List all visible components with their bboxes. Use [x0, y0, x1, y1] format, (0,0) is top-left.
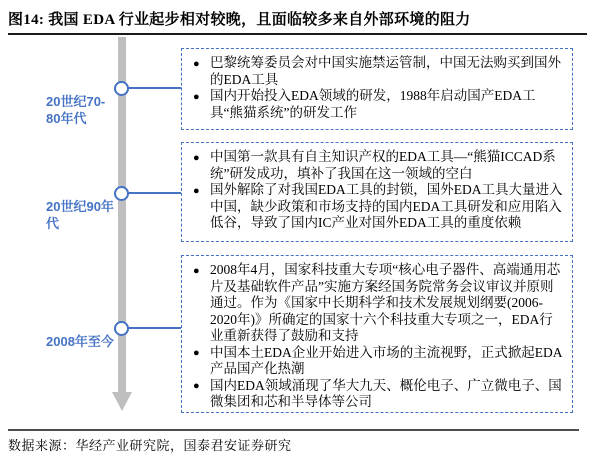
bullet-list — [182, 143, 572, 232]
period-label-1990s: 20世纪90年代 — [46, 199, 114, 232]
bullet-item: ● 国内EDA领域涌现了华大九天、概伦电子、广立微电子、国微集团和芯和半导体等公司 — [193, 378, 564, 411]
timeline-node-icon — [114, 321, 129, 336]
bullet-item: ● 2008年4月，国家科技重大专项“核心电子器件、高端通用芯片及基础软件产品”实施方案经国务院常务会议审议并原则通过。作为《国家中长期科学和技术发展规划纲要(2006-2020年)》所确定的国家十六个科技重大专项之一，EDA行业重新获得了鼓励和支持 — [193, 262, 564, 345]
connector-line — [128, 192, 181, 194]
bullet-item: ● 中国本土EDA企业开始进入市场的主流视野，正式掀起EDA产品国产化热潮 — [193, 345, 564, 378]
footer-divider — [8, 429, 579, 431]
bullet-item: ● 国外解除了对我国EDA工具的封锁，国外EDA工具大量进入中国，缺少政策和市场支持的国内EDA工具研发和应用陷入低谷，导致了国内IC产业对国外EDA工具的重度依赖 — [193, 182, 564, 232]
connector-line — [128, 87, 181, 89]
bullet-list — [182, 49, 572, 121]
bullet-item: ● 巴黎统筹委员会对中国实施禁运管制，中国无法购买到国外的EDA工具 — [193, 55, 564, 88]
arrow-down-icon — [112, 392, 132, 411]
timeline-node-icon — [114, 81, 129, 96]
bullet-list — [182, 256, 572, 411]
connector-line — [128, 327, 181, 329]
period-box-2008-now — [181, 255, 573, 413]
period-box-1990s — [181, 142, 573, 242]
timeline-node-icon — [114, 186, 129, 201]
period-label-2008-now: 2008年至今 — [46, 334, 114, 349]
figure-header — [8, 8, 587, 35]
bullet-item: ● 国内开始投入EDA领域的研发，1988年启动国产EDA工具“熊猫系统”的研发工作 — [193, 88, 564, 121]
period-box-1970s-80s — [181, 48, 573, 130]
period-label-1970s-80s: 20世纪70-80年代 — [46, 94, 106, 127]
figure-title: 图14: 我国 EDA 行业起步相对较晚，且面临较多来自外部环境的阻力 — [8, 12, 471, 28]
data-source-note: 数据来源：华经产业研究院，国泰君安证券研究 — [8, 438, 292, 453]
bullet-item: ● 中国第一款具有自主知识产权的EDA工具—“熊猫ICCAD系统”研发成功，填补了我国在这一领域的空白 — [193, 149, 564, 182]
